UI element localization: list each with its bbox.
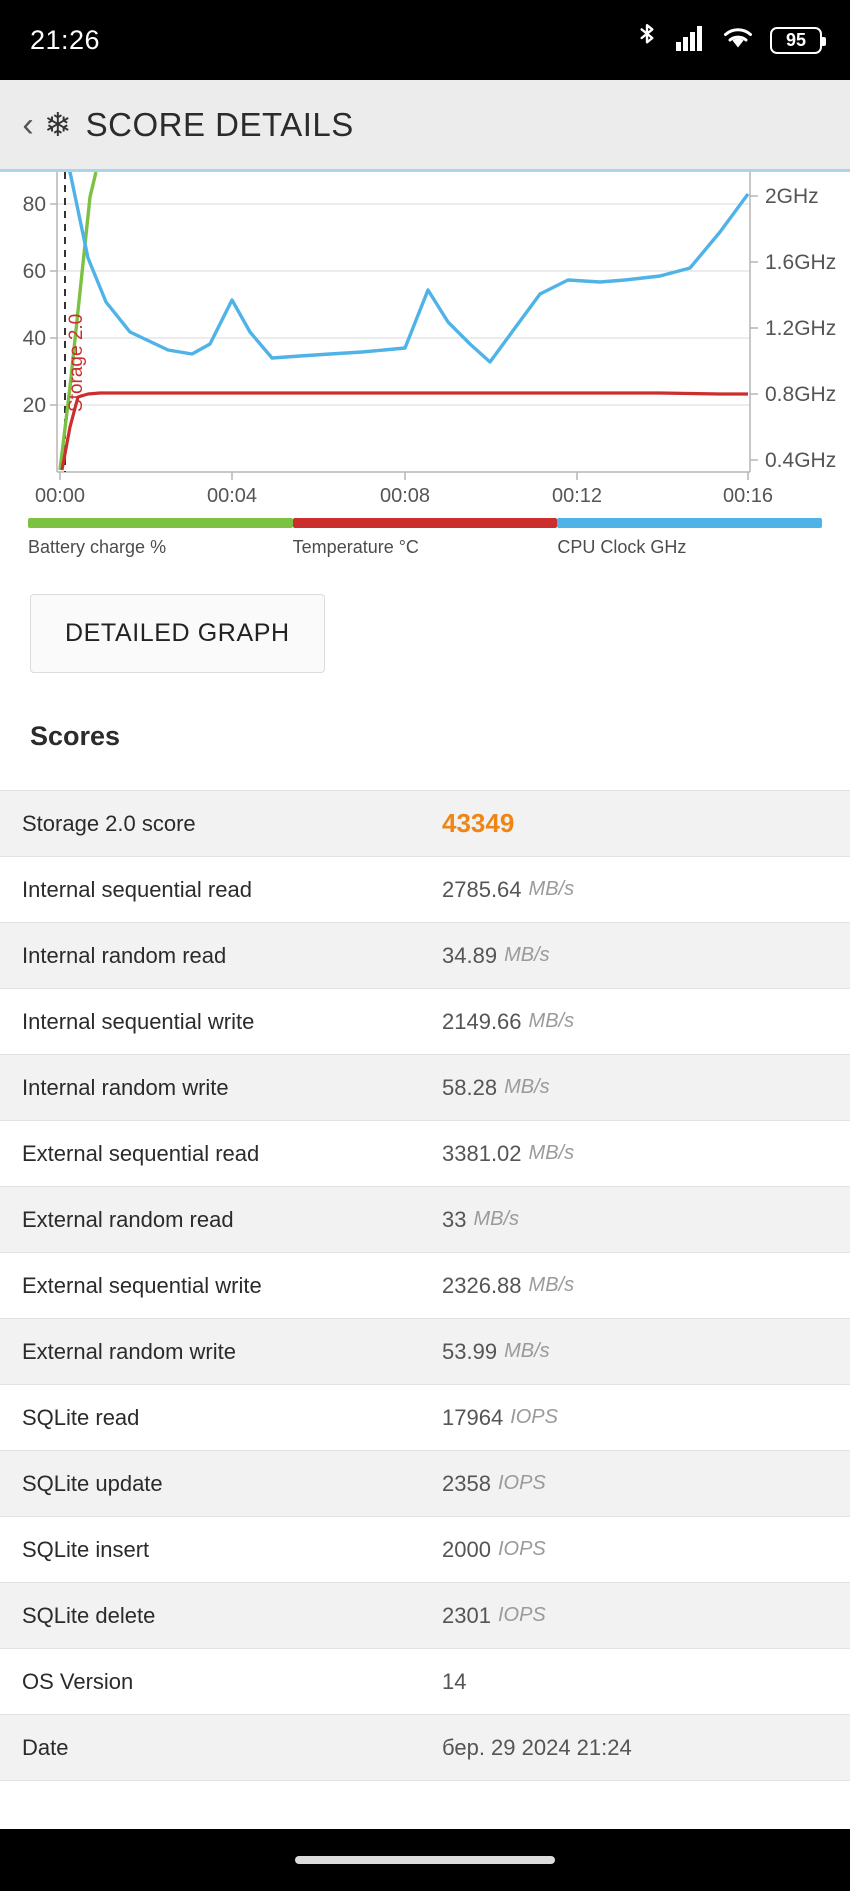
score-value: 17964 xyxy=(442,1404,504,1430)
score-value: 2149.66 xyxy=(442,1008,522,1034)
legend-label-battery: Battery charge % xyxy=(28,537,167,557)
legend-label-temperature: Temperature °C xyxy=(292,537,419,557)
table-row xyxy=(0,1517,850,1583)
score-unit: MB/s xyxy=(528,1010,575,1032)
table-row xyxy=(0,989,850,1055)
score-label: SQLite update xyxy=(22,1470,163,1496)
score-label: External sequential read xyxy=(22,1140,260,1166)
legend-label-cpu-clock: CPU Clock GHz xyxy=(557,537,687,557)
legend-item-battery xyxy=(28,518,293,558)
legend-item-cpu-clock xyxy=(557,518,822,558)
score-unit: MB/s xyxy=(528,1274,575,1296)
table-row xyxy=(0,791,850,857)
score-label: Internal sequential write xyxy=(22,1008,255,1034)
system-navigation-bar xyxy=(0,1829,850,1891)
score-label: Internal sequential read xyxy=(22,876,252,902)
table-row xyxy=(0,857,850,923)
table-row xyxy=(0,1385,850,1451)
svg-text:00:12: 00:12 xyxy=(551,485,603,507)
score-label: SQLite read xyxy=(22,1404,140,1430)
svg-text:60: 60 xyxy=(22,260,46,283)
score-label: OS Version xyxy=(22,1668,134,1694)
svg-text:80: 80 xyxy=(22,193,46,216)
score-label: Internal random write xyxy=(22,1074,229,1100)
table-row xyxy=(0,1187,850,1253)
svg-text:1.2GHz: 1.2GHz xyxy=(765,317,837,340)
home-gesture-pill[interactable] xyxy=(295,1856,555,1864)
score-unit: MB/s xyxy=(504,1076,550,1098)
score-value: 33 xyxy=(442,1206,467,1232)
score-value: 2301 xyxy=(442,1602,491,1628)
table-row xyxy=(0,1253,850,1319)
score-value: бер. 29 2024 21:24 xyxy=(442,1734,632,1760)
detailed-graph-button[interactable]: DETAILED GRAPH xyxy=(30,594,325,673)
svg-text:00:04: 00:04 xyxy=(206,485,258,507)
table-row xyxy=(0,1121,850,1187)
score-unit: MB/s xyxy=(504,1340,550,1362)
status-icon-group xyxy=(634,23,822,58)
score-unit: IOPS xyxy=(497,1538,546,1560)
score-unit: MB/s xyxy=(504,944,550,966)
scores-section-title: Scores xyxy=(0,673,850,780)
scores-table xyxy=(0,790,850,1781)
score-label: External random write xyxy=(22,1338,236,1364)
performance-chart xyxy=(0,172,850,512)
svg-text:0.4GHz: 0.4GHz xyxy=(765,449,837,472)
legend-swatch-cpu-clock xyxy=(557,518,822,528)
score-value: 34.89 xyxy=(442,942,498,968)
svg-text:00:00: 00:00 xyxy=(34,485,86,507)
legend-swatch-battery xyxy=(28,518,293,528)
svg-text:1.6GHz: 1.6GHz xyxy=(765,251,837,274)
score-unit: IOPS xyxy=(497,1472,546,1494)
svg-text:0.8GHz: 0.8GHz xyxy=(765,383,837,406)
svg-text:00:16: 00:16 xyxy=(722,485,774,507)
score-label: Internal random read xyxy=(22,942,227,968)
table-row xyxy=(0,1583,850,1649)
score-label: External random read xyxy=(22,1206,234,1232)
bluetooth-icon xyxy=(634,23,660,58)
table-row xyxy=(0,1649,850,1715)
svg-text:2GHz: 2GHz xyxy=(765,185,819,208)
table-row xyxy=(0,1715,850,1781)
detailed-graph-row xyxy=(0,558,850,673)
battery-percent-label: 95 xyxy=(785,30,807,50)
score-value: 2358 xyxy=(442,1470,491,1496)
table-row xyxy=(0,1451,850,1517)
score-unit: MB/s xyxy=(528,878,575,900)
table-row xyxy=(0,1055,850,1121)
score-value: 14 xyxy=(442,1668,467,1694)
app-header xyxy=(0,80,850,172)
table-row xyxy=(0,1319,850,1385)
cellular-signal-icon xyxy=(676,25,706,56)
score-label: External sequential write xyxy=(22,1272,262,1298)
wifi-icon xyxy=(722,25,754,56)
svg-text:40: 40 xyxy=(22,327,46,350)
score-unit: MB/s xyxy=(473,1208,520,1230)
page-title: SCORE DETAILS xyxy=(85,105,354,143)
svg-text:00:08: 00:08 xyxy=(379,485,431,507)
score-label: Storage 2.0 score xyxy=(22,810,196,836)
score-label: SQLite delete xyxy=(22,1602,156,1628)
score-value: 53.99 xyxy=(442,1338,498,1364)
battery-icon xyxy=(770,27,822,54)
chart-svg xyxy=(0,172,850,512)
score-value: 2326.88 xyxy=(442,1272,522,1298)
chart-legend xyxy=(0,512,850,558)
table-row xyxy=(0,923,850,989)
legend-item-temperature xyxy=(293,518,558,558)
performance-chart-card xyxy=(0,172,850,790)
score-unit: MB/s xyxy=(528,1142,575,1164)
status-bar xyxy=(0,0,850,80)
status-clock: 21:26 xyxy=(30,24,101,55)
score-unit: IOPS xyxy=(510,1406,558,1428)
score-value: 2000 xyxy=(442,1536,491,1562)
score-unit: IOPS xyxy=(497,1604,546,1626)
score-value: 2785.64 xyxy=(442,876,522,902)
chevron-left-icon[interactable]: ‹ xyxy=(22,105,34,144)
snowflake-icon: ❄ xyxy=(44,106,72,143)
svg-text:Storage 2.0: Storage 2.0 xyxy=(66,313,87,412)
svg-text:20: 20 xyxy=(22,394,46,417)
score-label: SQLite insert xyxy=(22,1536,150,1562)
scroll-content[interactable] xyxy=(0,172,850,1829)
score-value: 58.28 xyxy=(442,1074,498,1100)
score-label: Date xyxy=(22,1734,69,1760)
score-value: 3381.02 xyxy=(442,1140,522,1166)
score-value: 43349 xyxy=(442,808,515,838)
legend-swatch-temperature xyxy=(293,518,558,528)
